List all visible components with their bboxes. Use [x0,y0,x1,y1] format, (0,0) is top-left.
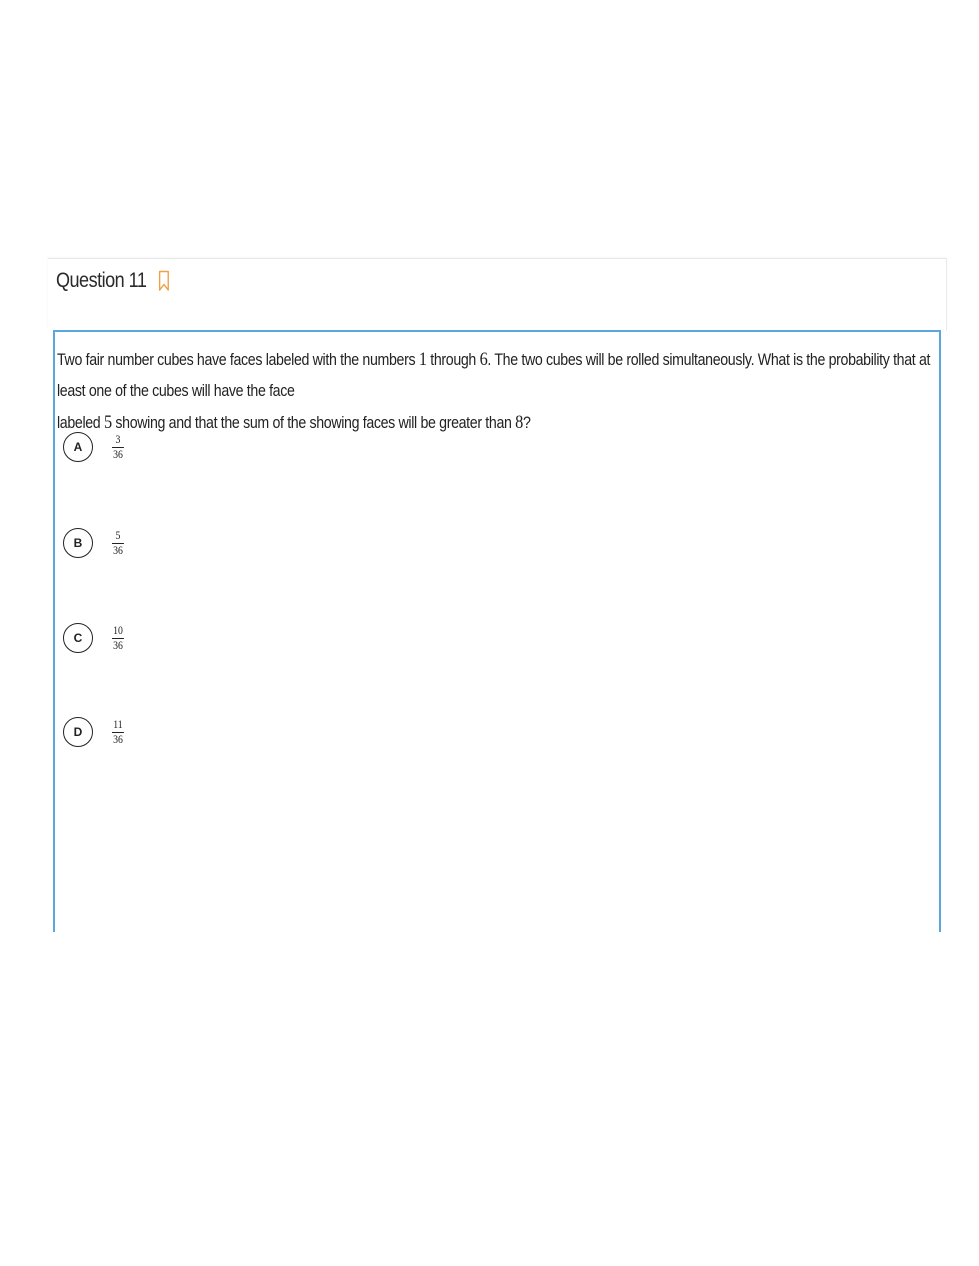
question-header [48,258,947,331]
stem-text: . The two cubes will be rolled simultaneously. What is the probability that at least one of the cubes will have the face [57,351,931,400]
fraction-denominator: 36 [113,448,123,461]
stem-number: 6 [479,349,488,370]
bookmark-icon[interactable] [158,270,169,292]
choice-letter-a[interactable]: A [63,432,93,462]
fraction-denominator: 36 [113,544,123,557]
fraction-numerator: 3 [112,434,124,448]
stem-text: Two fair number cubes have faces labeled with the numbers [57,351,419,369]
stem-number: 5 [103,412,112,433]
choice-letter-c[interactable]: C [63,623,93,653]
question-content [53,330,941,932]
stem-text: through [426,351,480,369]
fraction-numerator: 10 [113,624,123,637]
question-stem [57,344,934,439]
stem-text: showing and that the sum of the showing faces will be greater than [111,414,516,432]
fraction-a [112,434,124,461]
answer-choice-a[interactable] [63,432,126,462]
fraction-denominator: 36 [113,733,123,746]
stem-text: ? [522,414,531,432]
fraction-d [112,719,124,746]
choice-letter-b[interactable]: B [63,528,93,558]
fraction-numerator: 5 [112,530,124,544]
fraction-numerator: 11 [113,718,123,731]
fraction-b [112,530,124,557]
answer-choice-c[interactable] [63,623,126,653]
answer-choice-b[interactable] [63,528,126,558]
stem-text: labeled [57,414,104,432]
answer-choice-d[interactable] [63,717,126,747]
choice-letter-d[interactable]: D [63,717,93,747]
fraction-c [112,625,124,652]
fraction-denominator: 36 [113,639,123,652]
stem-number: 1 [418,349,427,370]
question-title: Question 11 [56,269,147,292]
question-title-row [56,269,170,293]
stem-number: 8 [515,412,523,433]
